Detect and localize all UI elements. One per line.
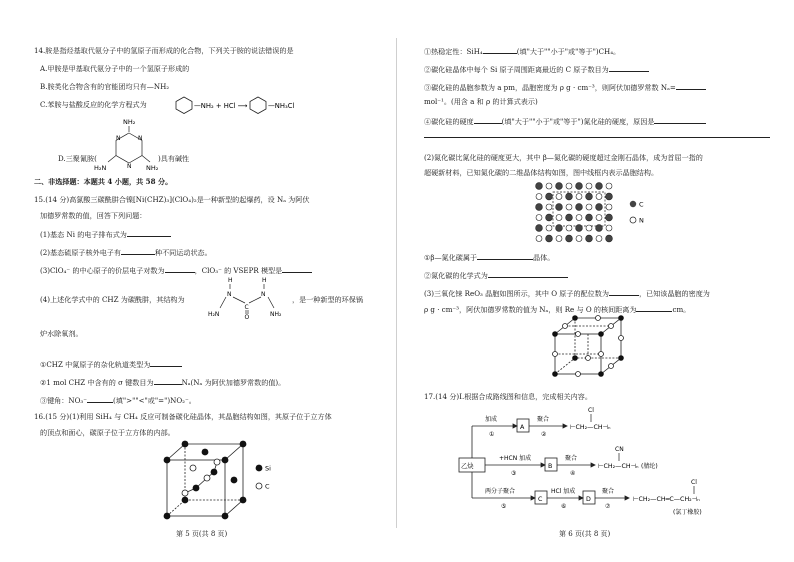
lattice-c-atom xyxy=(576,204,583,211)
row2-condition: +HCN 加成 xyxy=(499,455,532,462)
lattice-c-atom xyxy=(576,225,583,232)
q16-part3-text-b: ，已知该晶胞的密度为 xyxy=(638,289,710,298)
row3-condition-2: HCl 加成 xyxy=(551,488,576,495)
row1-step-number: ① xyxy=(489,431,495,438)
q16-part2-sub1 xyxy=(424,252,554,262)
pvc-product: ⊢CH₂—CH⊣ₙ xyxy=(570,424,611,431)
answer-blank[interactable] xyxy=(483,46,517,54)
answer-blank[interactable] xyxy=(87,395,113,403)
lattice-n-atom xyxy=(546,225,552,231)
triazine-n-2: N xyxy=(116,135,121,142)
compound-c-label: C xyxy=(538,496,543,503)
legend-si-marker xyxy=(256,465,263,472)
lattice-n-atom xyxy=(556,236,562,242)
polyacrylonitrile-name: (腈纶) xyxy=(641,463,658,470)
lattice-c-atom xyxy=(546,193,553,200)
anilinium-product-text: —NH₃Cl xyxy=(268,102,295,110)
answer-blank[interactable] xyxy=(282,265,312,273)
q16-part2-sub2-text: ②氮化碳的化学式为 xyxy=(424,271,488,280)
answer-blank[interactable] xyxy=(121,247,155,255)
q16-stem: 16.(15 分)(1)利用 SiH₄ 与 CH₄ 反应可制备碳化硅晶体，其晶胞结构如图，其原子位于立方体 xyxy=(34,412,332,421)
lattice-c-atom xyxy=(586,214,593,221)
aniline-reactant-text: —NH₂ + HCl ⟶ xyxy=(194,102,248,110)
q16-sub1-text-a: ①热稳定性：SiH₄ xyxy=(424,47,483,56)
lattice-c-atom xyxy=(536,225,543,232)
melamine-nh2-right: NH₂ xyxy=(146,164,159,172)
legend-c-label: C xyxy=(639,200,644,209)
carbon-nitride-lattice xyxy=(533,180,653,250)
lattice-n-atom xyxy=(576,215,582,221)
row1-step-number-2: ② xyxy=(541,431,547,438)
q14-option-b: B.胺类化合物含有的官能团均只有—NH₂ xyxy=(40,82,170,91)
lattice-c-atom xyxy=(536,204,543,211)
q15-stem-2: 加德罗常数的值，回答下列问题： xyxy=(40,211,147,220)
lattice-n-atom xyxy=(546,183,552,189)
lattice-n-atom xyxy=(596,194,602,200)
answer-blank[interactable] xyxy=(165,265,195,273)
q15-sub1 xyxy=(40,359,182,369)
q15-part4-a: (4)上述化学式中的 CHZ 为碳酰肼，其结构为 xyxy=(40,295,185,304)
polyacrylonitrile-substituent: CN xyxy=(615,446,624,453)
q14-c-prefix: C.苯胺与盐酸反应的化学方程式为 xyxy=(40,100,147,109)
chz-n-right: N xyxy=(261,291,266,298)
q16-sub4-text-b: (填"大于""小于"或"等于")氮化硅的硬度，原因是 xyxy=(501,117,655,126)
q15-sub3-text-b: (填">""<"或"=")NO₂⁻。 xyxy=(113,396,196,405)
answer-blank[interactable] xyxy=(609,64,649,72)
q16-sub3-b: mol⁻¹。(用含 a 和 ρ 的计算式表示) xyxy=(424,97,538,106)
q16-part3-text-d: cm。 xyxy=(672,305,691,314)
lattice-c-atom xyxy=(596,183,603,190)
lattice-c-atom xyxy=(536,183,543,190)
q15-part3-text-b: ，ClO₃⁻ 的 VSEPR 模型是 xyxy=(194,266,283,275)
answer-blank[interactable] xyxy=(488,270,568,278)
row3-condition: 两分子聚合 xyxy=(485,488,516,495)
lattice-c-atom xyxy=(606,193,613,200)
chz-h-left: H xyxy=(228,277,233,284)
answer-blank[interactable] xyxy=(474,116,502,124)
answer-blank[interactable] xyxy=(154,377,182,385)
q16-stem-2: 的顶点和面心，碳原子位于立方体的内部。 xyxy=(40,428,175,437)
legend-si-label: Si xyxy=(265,464,271,473)
q15-stem: 15.(14 分)高氯酸三碳酰肼合镍[Ni(CHZ)₃](ClO₄)₂是一种新型的起爆药，设 Nₐ 为阿伏 xyxy=(34,195,310,204)
row1-condition: 加成 xyxy=(485,416,498,423)
lattice-c-atom xyxy=(606,235,613,242)
q15-sub3-text-a: ③键角：NO₃⁻ xyxy=(40,396,87,405)
lattice-n-atom xyxy=(566,204,572,210)
q16-part2-sub1-text-a: ①β—氮化碳属于 xyxy=(424,253,478,262)
pvc-substituent: Cl xyxy=(588,407,594,414)
q16-part2-sub2 xyxy=(424,270,568,280)
q16-part2-b: 超硬新材料，已知氮化碳的二维晶体结构如图，图中线框内表示晶胞结构。 xyxy=(424,168,659,177)
lattice-n-atom xyxy=(566,225,572,231)
legend-c-marker xyxy=(256,483,262,489)
benzene-ring-1 xyxy=(176,97,192,114)
lattice-n-atom xyxy=(586,183,592,189)
q15-sub1-text: ①CHZ 中氮原子的杂化轨道类型为 xyxy=(40,360,151,369)
reo3-unit-cell xyxy=(547,312,637,378)
lattice-c-atom xyxy=(576,183,583,190)
q14-option-d-suffix: )具有碱性 xyxy=(158,154,190,163)
q16-part3 xyxy=(424,288,710,298)
polyacrylonitrile-product: ⊢CH₂—CH⊣ₙ xyxy=(598,463,639,470)
q16-sub3 xyxy=(424,82,706,92)
legend-n-label: N xyxy=(639,216,644,225)
lattice-n-atom xyxy=(586,225,592,231)
lattice-c-atom xyxy=(556,225,563,232)
q15-part4-b: ，是一种新型的环保锅 xyxy=(292,295,363,304)
lattice-n-atom xyxy=(596,236,602,242)
q15-sub3 xyxy=(40,395,196,405)
lattice-n-atom xyxy=(586,204,592,210)
q16-part2-a: (2)氮化碳比氮化硅的硬度更大，其中 β—氮化碳的硬度超过金刚石晶体，成为首屈一指的 xyxy=(424,153,703,162)
q14-option-c xyxy=(40,100,147,109)
melamine-structure xyxy=(80,116,180,174)
lattice-n-atom xyxy=(606,204,612,210)
legend-c-marker xyxy=(630,201,636,207)
lattice-n-atom xyxy=(536,215,542,221)
lattice-n-atom xyxy=(546,204,552,210)
left-page-footer: 第 5 页(共 8 页) xyxy=(176,530,228,538)
section-2-heading: 二、非选择题：本题共 4 小题，共 58 分。 xyxy=(34,177,173,186)
q16-part2-sub1-text-b: 晶体。 xyxy=(533,253,555,262)
right-page xyxy=(397,0,794,562)
neoprene-product: ⊢CH₂—CH═C—CH₂⊣ₙ xyxy=(633,496,700,503)
legend-c-label: C xyxy=(265,482,270,491)
q15-part1-text: (1)基态 Ni 的电子排布式为 xyxy=(40,230,127,239)
row3-step-number: ⑤ xyxy=(501,503,507,510)
row2-step-number: ③ xyxy=(511,470,517,477)
q15-part2-text-a: (2)基态硫原子核外电子有 xyxy=(40,248,121,257)
row3-step-number-2: ⑥ xyxy=(561,503,567,510)
right-page-footer: 第 6 页(共 8 页) xyxy=(559,530,611,538)
q15-part3 xyxy=(40,265,312,275)
lattice-c-atom xyxy=(546,235,553,242)
lattice-n-atom xyxy=(566,183,572,189)
lattice-n-atom xyxy=(536,236,542,242)
lattice-c-atom xyxy=(566,214,573,221)
chz-n-left: N xyxy=(227,291,232,298)
compound-a-label: A xyxy=(520,424,525,431)
q15-part2 xyxy=(40,247,212,257)
start-label: 乙炔 xyxy=(461,463,474,470)
triazine-n-3: N xyxy=(127,163,132,170)
lattice-c-atom xyxy=(596,225,603,232)
c-atoms xyxy=(182,459,220,496)
q14-stem: 14.胺是指烃基取代氨分子中的氢原子而形成的化合物，下列关于胺的说法错误的是 xyxy=(34,46,294,55)
row2-step-number-2: ④ xyxy=(570,470,576,477)
q16-part3-text-a: (3)三氧化铼 ReO₃ 晶胞如图所示，其中 O 原子的配位数为 xyxy=(424,289,609,298)
q16-sub4-text-a: ④碳化硅的硬度 xyxy=(424,117,474,126)
lattice-n-atom xyxy=(596,215,602,221)
answer-blank[interactable] xyxy=(676,82,706,90)
q15-sub2-text-b: Nₐ(Nₐ 为阿伏加德罗常数的值)。 xyxy=(181,378,286,387)
answer-blank[interactable] xyxy=(636,304,672,312)
lattice-c-atom xyxy=(596,204,603,211)
melamine-h2n-left: H₂N xyxy=(94,164,107,172)
lattice-c-atom xyxy=(556,183,563,190)
chz-structure xyxy=(206,276,292,320)
chz-h-right: H xyxy=(262,277,267,284)
q16-sub1 xyxy=(424,46,620,56)
synthesis-route-scheme xyxy=(433,404,763,522)
q16-sub2 xyxy=(424,64,649,74)
q17-stem: 17.(14 分)Ⅰ.根据合成路线图和信息，完成相关内容。 xyxy=(424,392,592,401)
q15-part1 xyxy=(40,229,171,239)
row1-condition-2: 聚合 xyxy=(537,416,550,423)
q14-option-a: A.甲胺是甲基取代氨分子中的一个氢原子形成的 xyxy=(40,64,190,73)
lattice-c-atom xyxy=(606,214,613,221)
lattice-n-atom xyxy=(606,225,612,231)
answer-blank[interactable] xyxy=(654,116,706,124)
lattice-n-atom xyxy=(536,194,542,200)
q15-part4-c: 炉水除氧剂。 xyxy=(40,329,83,338)
aniline-equation xyxy=(172,94,322,114)
q15-sub2 xyxy=(40,377,285,387)
q14-option-d-prefix: D.三聚氰胺( xyxy=(58,154,97,163)
row3-step-number-3: ⑦ xyxy=(605,503,611,510)
neoprene-substituent: Cl xyxy=(691,479,697,486)
q16-sub3-text-a: ③碳化硅的晶胞参数为 a pm，晶胞密度为 ρ g · cm⁻³，则阿伏加德罗常数 Nₐ= xyxy=(424,83,676,92)
lattice-n-atom xyxy=(576,236,582,242)
row3-condition-3: 聚合 xyxy=(602,488,615,495)
legend-n-marker xyxy=(630,217,636,223)
q16-sub4 xyxy=(424,116,706,126)
lattice-c-atom xyxy=(566,235,573,242)
lattice-c-atom xyxy=(586,235,593,242)
lattice-n-atom xyxy=(556,194,562,200)
answer-blank[interactable] xyxy=(127,229,171,237)
lattice-n-atom xyxy=(606,183,612,189)
lattice-c-atom xyxy=(586,193,593,200)
q15-part2-text-b: 种不同运动状态。 xyxy=(155,248,212,257)
lattice-n-atom xyxy=(556,215,562,221)
lattice-c-atom xyxy=(556,204,563,211)
q15-part3-text-a: (3)ClO₄⁻ 的中心原子的价层电子对数为 xyxy=(40,266,165,275)
row2-condition-2: 聚合 xyxy=(565,455,578,462)
answer-line[interactable] xyxy=(424,137,770,138)
answer-blank[interactable] xyxy=(609,288,639,296)
compound-d-label: D xyxy=(586,496,591,503)
answer-blank[interactable] xyxy=(150,359,182,367)
neoprene-name: (氯丁橡胶) xyxy=(673,509,702,516)
melamine-nh2-top: NH₂ xyxy=(123,118,136,126)
answer-blank[interactable] xyxy=(477,252,533,260)
q16-part3-text-c: ρ g · cm⁻³，阿伏加德罗常数的值为 Nₐ，则 Re 与 O 的核间距离为 xyxy=(424,305,637,314)
lattice-n-atom xyxy=(576,194,582,200)
chz-h2n: H₂N xyxy=(208,311,220,318)
q16-sub2-text: ②碳化硅晶体中每个 Si 原子周围距离最近的 C 原子数目为 xyxy=(424,65,609,74)
q16-sub1-text-b: (填"大于""小于"或"等于")CH₄。 xyxy=(516,47,621,56)
lattice-c-atom xyxy=(546,214,553,221)
chz-o: O xyxy=(244,314,250,320)
chz-nh2: NH₂ xyxy=(270,311,282,318)
q15-sub2-text-a: ②1 mol CHZ 中含有的 σ 键数目为 xyxy=(40,378,154,387)
triazine-n-1: N xyxy=(138,135,143,142)
sic-unit-cell xyxy=(155,438,285,520)
chz-c: C xyxy=(244,304,249,311)
benzene-ring-2 xyxy=(250,97,266,114)
lattice-c-atom xyxy=(566,193,573,200)
compound-b-label: B xyxy=(548,463,553,470)
